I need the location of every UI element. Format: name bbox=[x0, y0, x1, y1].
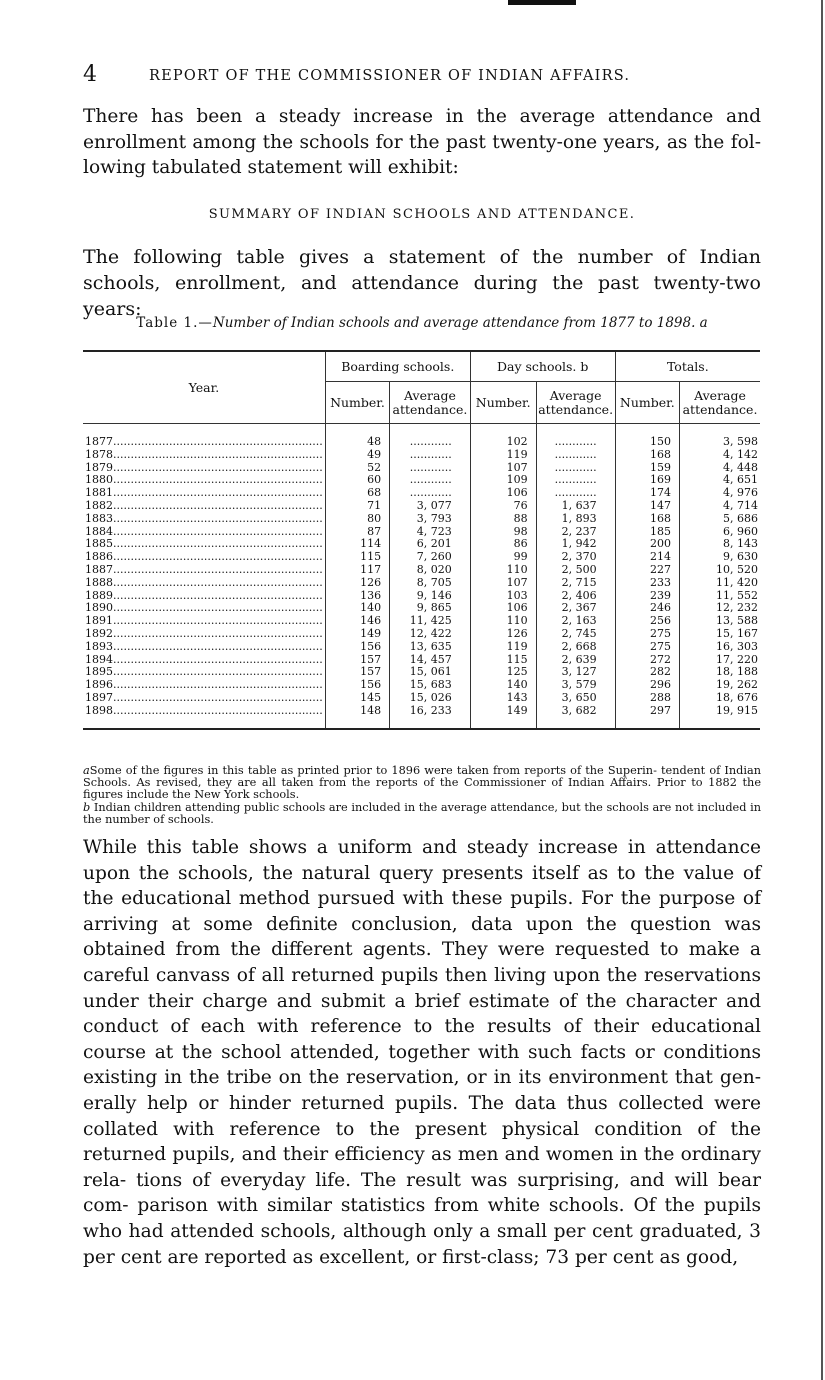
totals-attendance-cell: 4, 651 bbox=[680, 474, 760, 487]
boarding-number-cell: 148 bbox=[325, 705, 389, 729]
running-title: REPORT OF THE COMMISSIONER OF INDIAN AFFAIRS. bbox=[149, 68, 631, 84]
day-attendance-cell: 2, 406 bbox=[536, 590, 615, 603]
boarding-number-cell: 68 bbox=[325, 487, 389, 500]
table-row bbox=[83, 513, 760, 526]
leader-dots: ............................................................ bbox=[113, 627, 323, 640]
totals-number-cell: 150 bbox=[615, 424, 679, 449]
totals-attendance-cell: 15, 167 bbox=[680, 628, 760, 641]
footnote-a bbox=[83, 765, 761, 802]
table-footnotes bbox=[83, 765, 761, 826]
intro-paragraph: There has been a steady increase in the average attendance and enrollment among the schools for the past twenty-one years, as the fol- lowing tabulated statement will exhibit: bbox=[83, 106, 761, 179]
boarding-attendance-cell: 8, 705 bbox=[390, 577, 471, 590]
leader-dots: ............................................................ bbox=[113, 589, 323, 602]
boarding-attendance-cell: 8, 020 bbox=[390, 564, 471, 577]
totals-number-cell: 174 bbox=[615, 487, 679, 500]
boarding-attendance-cell: 3, 793 bbox=[390, 513, 471, 526]
year-label: 1895 bbox=[85, 666, 113, 679]
attendance-table bbox=[83, 350, 760, 730]
table-row bbox=[83, 564, 760, 577]
day-attendance-cell: ............ bbox=[536, 424, 615, 449]
day-number-cell: 110 bbox=[470, 615, 536, 628]
day-attendance-cell: 2, 500 bbox=[536, 564, 615, 577]
year-cell bbox=[83, 666, 325, 679]
totals-number-cell: 147 bbox=[615, 500, 679, 513]
leader-dots: ............................................................ bbox=[113, 615, 323, 628]
footnote-b bbox=[83, 802, 761, 826]
totals-attendance-cell: 3, 598 bbox=[680, 424, 760, 449]
year-label: 1884 bbox=[85, 525, 113, 538]
leader-dots: ............................................................ bbox=[113, 538, 323, 551]
year-cell bbox=[83, 654, 325, 667]
totals-number-cell: 185 bbox=[615, 526, 679, 539]
leader-dots: ............................................................ bbox=[113, 551, 323, 564]
year-label: 1880 bbox=[85, 474, 113, 487]
year-cell bbox=[83, 564, 325, 577]
totals-number-cell: 296 bbox=[615, 679, 679, 692]
body-paragraph: While this table shows a uniform and steady increase in attendance upon the schools, the natural query presents itself as to the value of the educational method pursued with these pupils. For the purpose of arriving at some definite conclusion, data upon the question was obtained from the different agents. They were requested to make a careful canvass of all returned pupils then living upon the reservations under their charge and submit a brief estimate of the character and conduct of each with reference to the results of their educational course at the school attended, together with such facts or conditions existing in the tribe on the reservation, or in its environment that gen- erally help or hinder returned pupils. The data thus collected were collated with reference to the present physical condition of the returned pupils, and their efficiency as men and women in the ordinary rela- tions of everyday life. The result was surprising, and will bear com- parison with similar statistics from white schools. Of the pupils who had attended schools, although only a small per cent graduated, 3 per cent are reported as excellent, or first-class; 73 per cent as good, bbox=[83, 837, 761, 1268]
boarding-attendance-cell: 9, 865 bbox=[390, 602, 471, 615]
boarding-attendance-cell: ............ bbox=[390, 424, 471, 449]
boarding-attendance-cell: 14, 457 bbox=[390, 654, 471, 667]
totals-attendance-cell: 13, 588 bbox=[680, 615, 760, 628]
totals-number-cell: 214 bbox=[615, 551, 679, 564]
leader-dots: ............................................................ bbox=[113, 487, 323, 500]
day-attendance-cell: ............ bbox=[536, 449, 615, 462]
day-attendance-cell: 2, 668 bbox=[536, 641, 615, 654]
day-number-cell: 109 bbox=[470, 474, 536, 487]
totals-number-header: Number. bbox=[615, 382, 679, 424]
leader-dots: ............................................................ bbox=[113, 525, 323, 538]
year-label: 1896 bbox=[85, 679, 113, 692]
totals-attendance-cell: 9, 630 bbox=[680, 551, 760, 564]
table-intro-paragraph: The following table gives a statement of the number of Indian schools, enrollment, and attendance during the past twenty-two years: bbox=[83, 246, 761, 320]
table-row bbox=[83, 628, 760, 641]
section-heading: SUMMARY OF INDIAN SCHOOLS AND ATTENDANCE. bbox=[208, 207, 636, 222]
day-attendance-cell: 3, 650 bbox=[536, 692, 615, 705]
totals-attendance-cell: 6, 960 bbox=[680, 526, 760, 539]
day-number-cell: 119 bbox=[470, 641, 536, 654]
day-attendance-cell: 3, 682 bbox=[536, 705, 615, 729]
boarding-attendance-header: Average attendance. bbox=[390, 382, 471, 424]
table-row bbox=[83, 500, 760, 513]
totals-attendance-cell: 17, 220 bbox=[680, 654, 760, 667]
table-body bbox=[83, 424, 760, 729]
totals-attendance-cell: 18, 188 bbox=[680, 666, 760, 679]
totals-attendance-cell: 18, 676 bbox=[680, 692, 760, 705]
day-number-cell: 143 bbox=[470, 692, 536, 705]
year-label: 1888 bbox=[85, 576, 113, 589]
totals-number-cell: 275 bbox=[615, 641, 679, 654]
year-cell bbox=[83, 641, 325, 654]
year-cell bbox=[83, 474, 325, 487]
leader-dots: ............................................................ bbox=[113, 499, 323, 512]
leader-dots: ............................................................ bbox=[113, 563, 323, 576]
year-cell bbox=[83, 538, 325, 551]
totals-number-cell: 246 bbox=[615, 602, 679, 615]
day-number-cell: 99 bbox=[470, 551, 536, 564]
boarding-number-cell: 114 bbox=[325, 538, 389, 551]
boarding-number-header: Number. bbox=[325, 382, 389, 424]
day-attendance-cell: ............ bbox=[536, 474, 615, 487]
table-row bbox=[83, 641, 760, 654]
day-attendance-cell: 2, 370 bbox=[536, 551, 615, 564]
totals-attendance-cell: 16, 303 bbox=[680, 641, 760, 654]
totals-number-cell: 256 bbox=[615, 615, 679, 628]
year-cell bbox=[83, 590, 325, 603]
totals-number-cell: 297 bbox=[615, 705, 679, 729]
table-row bbox=[83, 692, 760, 705]
year-label: 1878 bbox=[85, 448, 113, 461]
year-cell bbox=[83, 615, 325, 628]
boarding-attendance-cell: ............ bbox=[390, 462, 471, 475]
day-number-cell: 119 bbox=[470, 449, 536, 462]
leader-dots: ............................................................ bbox=[113, 576, 323, 589]
year-cell bbox=[83, 462, 325, 475]
leader-dots: ............................................................ bbox=[113, 435, 323, 448]
boarding-attendance-cell: 16, 233 bbox=[390, 705, 471, 729]
totals-attendance-cell: 12, 232 bbox=[680, 602, 760, 615]
footnote-b-text: Indian children attending public schools are included in the average attendance, but the schools are not included in the number of schools. bbox=[83, 800, 762, 826]
boarding-number-cell: 156 bbox=[325, 679, 389, 692]
table-row bbox=[83, 705, 760, 729]
boarding-number-cell: 71 bbox=[325, 500, 389, 513]
leader-dots: ............................................................ bbox=[113, 602, 323, 615]
totals-attendance-cell: 4, 976 bbox=[680, 487, 760, 500]
year-label: 1897 bbox=[85, 691, 113, 704]
leader-dots: ............................................................ bbox=[113, 474, 323, 487]
year-cell bbox=[83, 551, 325, 564]
totals-number-cell: 282 bbox=[615, 666, 679, 679]
boarding-attendance-cell: ............ bbox=[390, 474, 471, 487]
day-number-cell: 110 bbox=[470, 564, 536, 577]
leader-dots: ............................................................ bbox=[113, 512, 323, 525]
boarding-number-cell: 117 bbox=[325, 564, 389, 577]
day-attendance-cell: 2, 715 bbox=[536, 577, 615, 590]
totals-number-cell: 288 bbox=[615, 692, 679, 705]
totals-number-cell: 275 bbox=[615, 628, 679, 641]
boarding-number-cell: 157 bbox=[325, 654, 389, 667]
year-label: 1886 bbox=[85, 551, 113, 564]
year-label: 1898 bbox=[85, 704, 113, 717]
totals-attendance-cell: 11, 552 bbox=[680, 590, 760, 603]
totals-attendance-cell: 4, 142 bbox=[680, 449, 760, 462]
totals-attendance-cell: 8, 143 bbox=[680, 538, 760, 551]
day-number-cell: 107 bbox=[470, 462, 536, 475]
boarding-number-cell: 87 bbox=[325, 526, 389, 539]
day-number-cell: 88 bbox=[470, 513, 536, 526]
day-number-cell: 76 bbox=[470, 500, 536, 513]
totals-number-cell: 227 bbox=[615, 564, 679, 577]
boarding-attendance-cell: ............ bbox=[390, 449, 471, 462]
year-label: 1885 bbox=[85, 538, 113, 551]
year-cell bbox=[83, 500, 325, 513]
boarding-number-cell: 49 bbox=[325, 449, 389, 462]
day-attendance-header: Average attendance. bbox=[536, 382, 615, 424]
year-label: 1890 bbox=[85, 602, 113, 615]
totals-number-cell: 168 bbox=[615, 449, 679, 462]
footnote-a-mark: a bbox=[83, 764, 90, 777]
day-number-cell: 115 bbox=[470, 654, 536, 667]
table-row bbox=[83, 424, 760, 449]
footnote-a-text: Some of the figures in this table as printed prior to 1896 were taken from reports of the Superin- tendent of Indian Schools. As revised, they are all taken from the reports of the Commissioner of Indian Affairs. Prior to 1882 the figures include the New York schools. bbox=[83, 764, 761, 802]
day-attendance-cell: 2, 237 bbox=[536, 526, 615, 539]
day-number-cell: 102 bbox=[470, 424, 536, 449]
boarding-attendance-cell: 6, 201 bbox=[390, 538, 471, 551]
totals-number-cell: 200 bbox=[615, 538, 679, 551]
year-cell bbox=[83, 705, 325, 729]
day-attendance-cell: ............ bbox=[536, 487, 615, 500]
year-cell bbox=[83, 692, 325, 705]
boarding-attendance-cell: 7, 260 bbox=[390, 551, 471, 564]
leader-dots: ............................................................ bbox=[113, 448, 323, 461]
year-cell bbox=[83, 513, 325, 526]
year-label: 1894 bbox=[85, 653, 113, 666]
table-caption-lead: Table 1.— bbox=[136, 315, 213, 331]
leader-dots: ............................................................ bbox=[113, 704, 323, 717]
page-header bbox=[83, 62, 763, 90]
boarding-number-cell: 52 bbox=[325, 462, 389, 475]
day-attendance-cell: 1, 893 bbox=[536, 513, 615, 526]
leader-dots: ............................................................ bbox=[113, 691, 323, 704]
boarding-number-cell: 156 bbox=[325, 641, 389, 654]
day-number-cell: 107 bbox=[470, 577, 536, 590]
day-number-cell: 86 bbox=[470, 538, 536, 551]
boarding-number-cell: 115 bbox=[325, 551, 389, 564]
day-attendance-cell: 3, 579 bbox=[536, 679, 615, 692]
day-attendance-cell: 1, 942 bbox=[536, 538, 615, 551]
boarding-schools-header: Boarding schools. bbox=[325, 351, 470, 382]
day-number-cell: 125 bbox=[470, 666, 536, 679]
totals-number-cell: 169 bbox=[615, 474, 679, 487]
page-number: 4 bbox=[83, 62, 97, 87]
totals-number-cell: 159 bbox=[615, 462, 679, 475]
year-cell bbox=[83, 424, 325, 449]
totals-attendance-cell: 4, 714 bbox=[680, 500, 760, 513]
year-cell bbox=[83, 487, 325, 500]
totals-number-cell: 239 bbox=[615, 590, 679, 603]
year-label: 1889 bbox=[85, 589, 113, 602]
day-number-cell: 106 bbox=[470, 602, 536, 615]
day-attendance-cell: 2, 367 bbox=[536, 602, 615, 615]
totals-attendance-cell: 19, 915 bbox=[680, 705, 760, 729]
totals-number-cell: 168 bbox=[615, 513, 679, 526]
totals-number-cell: 233 bbox=[615, 577, 679, 590]
year-cell bbox=[83, 628, 325, 641]
boarding-number-cell: 140 bbox=[325, 602, 389, 615]
year-cell bbox=[83, 526, 325, 539]
boarding-attendance-cell: 15, 026 bbox=[390, 692, 471, 705]
page-edge-line bbox=[821, 0, 823, 1380]
totals-attendance-cell: 19, 262 bbox=[680, 679, 760, 692]
table-caption-title: Number of Indian schools and average attendance from 1877 to 1898. a bbox=[212, 315, 708, 331]
totals-attendance-cell: 10, 520 bbox=[680, 564, 760, 577]
day-number-cell: 98 bbox=[470, 526, 536, 539]
day-attendance-cell: 2, 163 bbox=[536, 615, 615, 628]
boarding-attendance-cell: 12, 422 bbox=[390, 628, 471, 641]
day-number-cell: 103 bbox=[470, 590, 536, 603]
boarding-attendance-cell: 15, 061 bbox=[390, 666, 471, 679]
table-row bbox=[83, 449, 760, 462]
day-attendance-cell: 1, 637 bbox=[536, 500, 615, 513]
day-schools-header: Day schools. b bbox=[470, 351, 615, 382]
boarding-number-cell: 145 bbox=[325, 692, 389, 705]
year-cell bbox=[83, 679, 325, 692]
boarding-number-cell: 146 bbox=[325, 615, 389, 628]
boarding-number-cell: 149 bbox=[325, 628, 389, 641]
year-cell bbox=[83, 577, 325, 590]
year-label: 1887 bbox=[85, 563, 113, 576]
leader-dots: ............................................................ bbox=[113, 461, 323, 474]
totals-attendance-cell: 11, 420 bbox=[680, 577, 760, 590]
year-label: 1892 bbox=[85, 627, 113, 640]
day-number-cell: 140 bbox=[470, 679, 536, 692]
boarding-number-cell: 60 bbox=[325, 474, 389, 487]
leader-dots: ............................................................ bbox=[113, 679, 323, 692]
day-attendance-cell: 2, 745 bbox=[536, 628, 615, 641]
day-number-cell: 106 bbox=[470, 487, 536, 500]
boarding-number-cell: 80 bbox=[325, 513, 389, 526]
boarding-attendance-cell: ............ bbox=[390, 487, 471, 500]
year-label: 1891 bbox=[85, 615, 113, 628]
year-cell bbox=[83, 449, 325, 462]
totals-header: Totals. bbox=[615, 351, 760, 382]
day-attendance-cell: 3, 127 bbox=[536, 666, 615, 679]
boarding-number-cell: 126 bbox=[325, 577, 389, 590]
leader-dots: ............................................................ bbox=[113, 640, 323, 653]
boarding-attendance-cell: 15, 683 bbox=[390, 679, 471, 692]
leader-dots: ............................................................ bbox=[113, 653, 323, 666]
day-number-header: Number. bbox=[470, 382, 536, 424]
day-number-cell: 149 bbox=[470, 705, 536, 729]
day-number-cell: 126 bbox=[470, 628, 536, 641]
boarding-attendance-cell: 13, 635 bbox=[390, 641, 471, 654]
day-attendance-cell: 2, 639 bbox=[536, 654, 615, 667]
boarding-attendance-cell: 11, 425 bbox=[390, 615, 471, 628]
totals-attendance-cell: 4, 448 bbox=[680, 462, 760, 475]
table-caption bbox=[83, 315, 761, 331]
boarding-attendance-cell: 3, 077 bbox=[390, 500, 471, 513]
totals-number-cell: 272 bbox=[615, 654, 679, 667]
year-column-header: Year. bbox=[83, 351, 325, 424]
boarding-attendance-cell: 9, 146 bbox=[390, 590, 471, 603]
leader-dots: ............................................................ bbox=[113, 666, 323, 679]
year-label: 1877 bbox=[85, 435, 113, 448]
year-label: 1882 bbox=[85, 499, 113, 512]
year-label: 1883 bbox=[85, 512, 113, 525]
boarding-attendance-cell: 4, 723 bbox=[390, 526, 471, 539]
year-label: 1881 bbox=[85, 487, 113, 500]
day-attendance-cell: ............ bbox=[536, 462, 615, 475]
year-label: 1893 bbox=[85, 640, 113, 653]
totals-attendance-cell: 5, 686 bbox=[680, 513, 760, 526]
totals-attendance-header: Average attendance. bbox=[680, 382, 760, 424]
table-row bbox=[83, 577, 760, 590]
boarding-number-cell: 48 bbox=[325, 424, 389, 449]
footnote-b-mark: b bbox=[83, 800, 91, 814]
boarding-number-cell: 157 bbox=[325, 666, 389, 679]
year-cell bbox=[83, 602, 325, 615]
boarding-number-cell: 136 bbox=[325, 590, 389, 603]
page-top-mark bbox=[508, 0, 576, 5]
year-label: 1879 bbox=[85, 461, 113, 474]
